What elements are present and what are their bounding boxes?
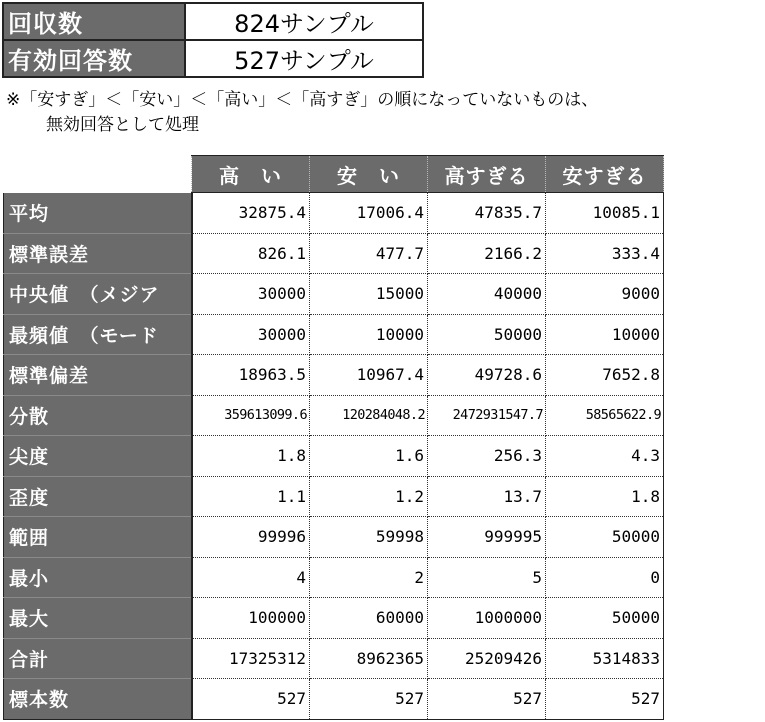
table-cell: 1.1 — [192, 476, 310, 517]
table-cell: 359613099.6 — [192, 395, 310, 436]
table-cell: 8962365 — [310, 638, 428, 679]
table-cell: 100000 — [192, 598, 310, 639]
row-label: 標準誤差 — [4, 233, 192, 274]
table-row — [4, 557, 664, 598]
table-cell: 527 — [192, 679, 310, 720]
collected-row — [3, 3, 423, 40]
valid-label: 有効回答数 — [3, 40, 185, 77]
row-label: 合計 — [4, 638, 192, 679]
table-cell: 826.1 — [192, 233, 310, 274]
valid-value: 527サンプル — [185, 40, 423, 77]
table-cell: 17325312 — [192, 638, 310, 679]
table-row — [4, 193, 664, 234]
table-row — [4, 395, 664, 436]
table-cell: 1.8 — [546, 476, 664, 517]
table-cell: 40000 — [428, 274, 546, 315]
table-cell: 49728.6 — [428, 355, 546, 396]
row-label: 最頻値 （モード — [4, 314, 192, 355]
table-cell: 13.7 — [428, 476, 546, 517]
table-cell: 47835.7 — [428, 193, 546, 234]
table-cell: 999995 — [428, 517, 546, 558]
footnote-line-2: 無効回答として処理 — [46, 115, 199, 135]
column-header-yasui: 安 い — [310, 156, 428, 193]
row-label: 尖度 — [4, 436, 192, 477]
table-cell: 2166.2 — [428, 233, 546, 274]
table-cell: 10085.1 — [546, 193, 664, 234]
table-cell: 527 — [428, 679, 546, 720]
column-header-yasusugiru: 安すぎる — [546, 156, 664, 193]
table-cell: 10000 — [546, 314, 664, 355]
table-cell: 2 — [310, 557, 428, 598]
table-cell: 2472931547.7 — [428, 395, 546, 436]
row-label: 標準偏差 — [4, 355, 192, 396]
table-cell: 15000 — [310, 274, 428, 315]
table-cell: 50000 — [546, 517, 664, 558]
table-cell: 10967.4 — [310, 355, 428, 396]
table-cell: 30000 — [192, 314, 310, 355]
table-row — [4, 233, 664, 274]
column-header-takasugiru: 高すぎる — [428, 156, 546, 193]
table-cell: 25209426 — [428, 638, 546, 679]
table-cell: 18963.5 — [192, 355, 310, 396]
footnote-line-1: ※「安すぎ」＜「安い」＜「高い」＜「高すぎ」の順になっていないものは、 — [6, 90, 599, 110]
table-cell: 10000 — [310, 314, 428, 355]
row-label: 標本数 — [4, 679, 192, 720]
table-cell: 30000 — [192, 274, 310, 315]
collected-label: 回収数 — [3, 3, 185, 40]
table-row — [4, 517, 664, 558]
table-cell: 59998 — [310, 517, 428, 558]
table-row — [4, 355, 664, 396]
header-row — [4, 156, 664, 193]
table-cell: 5 — [428, 557, 546, 598]
header-corner — [4, 156, 192, 193]
row-label: 最大 — [4, 598, 192, 639]
table-cell: 527 — [310, 679, 428, 720]
row-label: 平均 — [4, 193, 192, 234]
table-cell: 4 — [192, 557, 310, 598]
table-cell: 256.3 — [428, 436, 546, 477]
table-cell: 50000 — [428, 314, 546, 355]
table-cell: 4.3 — [546, 436, 664, 477]
table-cell: 50000 — [546, 598, 664, 639]
statistics-body — [4, 193, 664, 720]
table-row — [4, 598, 664, 639]
table-cell: 333.4 — [546, 233, 664, 274]
table-row — [4, 476, 664, 517]
table-cell: 17006.4 — [310, 193, 428, 234]
row-label: 最小 — [4, 557, 192, 598]
statistics-table — [3, 155, 664, 720]
table-row — [4, 679, 664, 720]
row-label: 歪度 — [4, 476, 192, 517]
valid-row — [3, 40, 423, 77]
table-cell: 60000 — [310, 598, 428, 639]
table-row — [4, 638, 664, 679]
table-cell: 120284048.2 — [310, 395, 428, 436]
table-row — [4, 314, 664, 355]
table-cell: 1.2 — [310, 476, 428, 517]
row-label: 分散 — [4, 395, 192, 436]
table-cell: 1.6 — [310, 436, 428, 477]
sample-summary-table — [2, 2, 424, 78]
table-cell: 58565622.9 — [546, 395, 664, 436]
footnote — [6, 88, 598, 138]
table-cell: 9000 — [546, 274, 664, 315]
column-header-takai: 高 い — [192, 156, 310, 193]
table-cell: 1000000 — [428, 598, 546, 639]
table-cell: 1.8 — [192, 436, 310, 477]
table-cell: 5314833 — [546, 638, 664, 679]
collected-value: 824サンプル — [185, 3, 423, 40]
table-cell: 527 — [546, 679, 664, 720]
row-label: 中央値 （メジア — [4, 274, 192, 315]
table-cell: 99996 — [192, 517, 310, 558]
row-label: 範囲 — [4, 517, 192, 558]
table-cell: 32875.4 — [192, 193, 310, 234]
table-cell: 7652.8 — [546, 355, 664, 396]
table-row — [4, 436, 664, 477]
table-cell: 0 — [546, 557, 664, 598]
table-row — [4, 274, 664, 315]
table-cell: 477.7 — [310, 233, 428, 274]
